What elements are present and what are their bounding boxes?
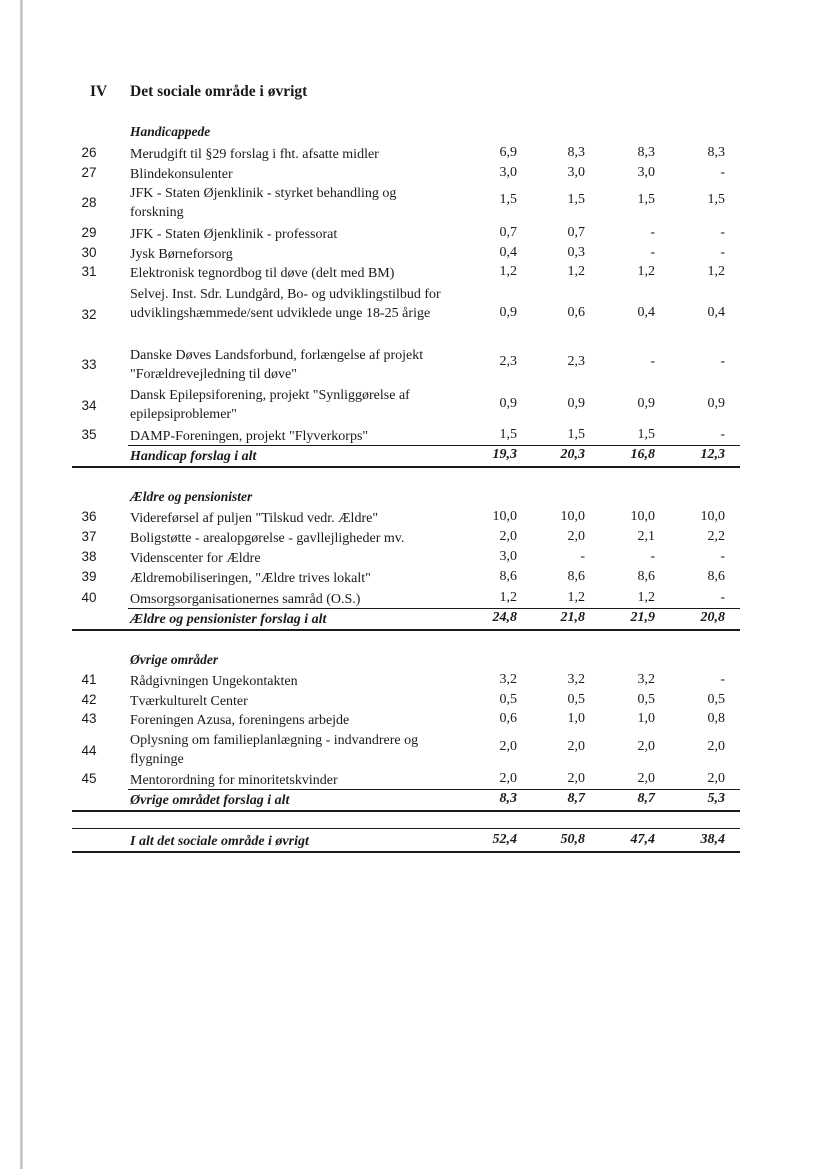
row-label: Boligstøtte - arealopgørelse - gavllejligheder mv. — [130, 531, 405, 546]
total-value-4: 5,3 — [707, 791, 725, 806]
row-value-4: 0,9 — [707, 396, 725, 411]
row-value-3: 1,5 — [637, 427, 655, 442]
row-value-2: 2,0 — [567, 739, 585, 754]
row-value-1: 3,0 — [499, 549, 517, 564]
row-value-2: 0,9 — [567, 396, 585, 411]
row-value-3: 3,2 — [637, 672, 655, 687]
row-value-2: - — [580, 549, 585, 564]
row-value-1: 10,0 — [492, 509, 517, 524]
row-number: 44 — [81, 743, 97, 758]
row-value-2: 1,0 — [567, 711, 585, 726]
total-value-1: 19,3 — [492, 447, 517, 462]
grand-total-top-rule — [72, 828, 740, 829]
row-value-4: - — [720, 354, 725, 369]
row-value-1: 0,6 — [499, 711, 517, 726]
row-number: 40 — [81, 590, 97, 605]
row-number: 33 — [81, 357, 97, 372]
row-value-2: 8,6 — [567, 569, 585, 584]
group-total-rule — [72, 629, 740, 631]
row-value-3: 0,9 — [637, 396, 655, 411]
row-value-4: - — [720, 225, 725, 240]
total-value-3: 8,7 — [637, 791, 655, 806]
row-label: Jysk Børneforsorg — [130, 247, 233, 262]
row-value-3: 1,2 — [637, 264, 655, 279]
row-label: Videreførsel af puljen "Tilskud vedr. Ældre" — [130, 511, 379, 526]
row-value-3: 0,4 — [637, 305, 655, 320]
total-label: Øvrige området forslag i alt — [130, 793, 290, 808]
row-number: 37 — [81, 529, 97, 544]
row-value-3: - — [650, 245, 655, 260]
row-value-2: 0,7 — [567, 225, 585, 240]
row-value-4: - — [720, 165, 725, 180]
section-number: IV — [90, 83, 108, 100]
row-value-4: 0,5 — [707, 692, 725, 707]
row-number: 39 — [81, 569, 97, 584]
total-label: Ældre og pensionister forslag i alt — [130, 612, 327, 627]
row-number: 35 — [81, 427, 97, 442]
row-value-2: 2,0 — [567, 771, 585, 786]
row-label: Selvej. Inst. Sdr. Lundgård, Bo- og udviklingstilbud for udviklingshæmmede/sent udviklede unge 18-25 årige — [130, 287, 441, 321]
row-label: Tværkulturelt Center — [130, 694, 248, 709]
row-value-4: 1,2 — [707, 264, 725, 279]
row-number: 31 — [81, 264, 97, 279]
row-value-1: 0,7 — [499, 225, 517, 240]
row-value-3: 8,6 — [637, 569, 655, 584]
row-value-4: - — [720, 590, 725, 605]
row-value-3: - — [650, 354, 655, 369]
row-value-4: 2,2 — [707, 529, 725, 544]
row-value-1: 6,9 — [499, 145, 517, 160]
row-label: DAMP-Foreningen, projekt "Flyverkorps" — [130, 429, 369, 444]
grand-total-value-2: 50,8 — [560, 832, 585, 847]
row-value-2: 10,0 — [560, 509, 585, 524]
row-value-2: 0,5 — [567, 692, 585, 707]
row-value-4: - — [720, 245, 725, 260]
total-value-3: 21,9 — [630, 610, 655, 625]
group-heading-handicappede: Handicappede — [130, 124, 211, 139]
row-value-2: 3,0 — [567, 165, 585, 180]
row-value-3: 1,0 — [637, 711, 655, 726]
row-value-2: 8,3 — [567, 145, 585, 160]
group-heading-ovrige: Øvrige områder — [130, 652, 219, 667]
row-value-3: 1,2 — [637, 590, 655, 605]
row-label: Blindekonsulenter — [130, 167, 233, 182]
row-value-4: 10,0 — [700, 509, 725, 524]
row-number: 34 — [81, 398, 97, 413]
row-value-4: 2,0 — [707, 739, 725, 754]
row-value-4: 8,6 — [707, 569, 725, 584]
total-value-2: 20,3 — [560, 447, 585, 462]
row-number: 41 — [81, 672, 97, 687]
row-value-4: 2,0 — [707, 771, 725, 786]
row-value-4: 0,4 — [707, 305, 725, 320]
row-value-2: 2,3 — [567, 354, 585, 369]
row-value-1: 2,0 — [499, 771, 517, 786]
row-label: Foreningen Azusa, foreningens arbejde — [130, 713, 350, 728]
row-label: Rådgivningen Ungekontakten — [130, 674, 298, 689]
row-value-2: 0,3 — [567, 245, 585, 260]
total-value-1: 24,8 — [492, 610, 517, 625]
row-value-1: 3,0 — [499, 165, 517, 180]
row-value-3: 8,3 — [637, 145, 655, 160]
row-value-1: 1,5 — [499, 192, 517, 207]
row-value-1: 0,5 — [499, 692, 517, 707]
row-value-4: 1,5 — [707, 192, 725, 207]
row-value-1: 1,2 — [499, 590, 517, 605]
row-value-3: - — [650, 549, 655, 564]
row-number: 43 — [81, 711, 97, 726]
row-value-3: 0,5 — [637, 692, 655, 707]
row-divider — [128, 608, 740, 609]
group-heading-aeldre: Ældre og pensionister — [130, 489, 253, 504]
row-label: Dansk Epilepsiforening, projekt "Synliggørelse af epilepsiproblemer" — [130, 388, 410, 422]
scan-edge — [20, 0, 23, 1169]
grand-total-value-3: 47,4 — [630, 832, 655, 847]
row-value-2: 1,2 — [567, 590, 585, 605]
row-value-4: - — [720, 549, 725, 564]
row-label: Mentorordning for minoritetskvinder — [130, 773, 338, 788]
row-value-2: 1,5 — [567, 427, 585, 442]
grand-total-value-4: 38,4 — [700, 832, 725, 847]
row-value-1: 1,2 — [499, 264, 517, 279]
row-number: 36 — [81, 509, 97, 524]
row-value-4: 8,3 — [707, 145, 725, 160]
row-value-1: 8,6 — [499, 569, 517, 584]
row-label: JFK - Staten Øjenklinik - professorat — [130, 227, 338, 242]
row-number: 29 — [81, 225, 97, 240]
row-value-3: 3,0 — [637, 165, 655, 180]
row-value-1: 2,3 — [499, 354, 517, 369]
row-label: Ældremobiliseringen, "Ældre trives lokalt" — [130, 571, 371, 586]
row-value-2: 1,2 — [567, 264, 585, 279]
row-divider — [128, 445, 740, 446]
row-number: 27 — [81, 165, 97, 180]
row-label: Omsorgsorganisationernes samråd (O.S.) — [130, 592, 361, 607]
grand-total-bottom-rule — [72, 851, 740, 853]
total-value-3: 16,8 — [630, 447, 655, 462]
total-label: Handicap forslag i alt — [130, 449, 257, 464]
row-value-1: 0,4 — [499, 245, 517, 260]
row-value-1: 0,9 — [499, 305, 517, 320]
row-value-2: 2,0 — [567, 529, 585, 544]
row-number: 30 — [81, 245, 97, 260]
row-value-4: 0,8 — [707, 711, 725, 726]
row-number: 26 — [81, 145, 97, 160]
row-value-2: 1,5 — [567, 192, 585, 207]
row-number: 28 — [81, 195, 97, 210]
row-label: Merudgift til §29 forslag i fht. afsatte midler — [130, 147, 379, 162]
row-number: 32 — [81, 307, 97, 322]
grand-total-value-1: 52,4 — [492, 832, 517, 847]
row-divider — [128, 789, 740, 790]
group-total-rule — [72, 810, 740, 812]
row-number: 45 — [81, 771, 97, 786]
row-value-3: - — [650, 225, 655, 240]
group-total-rule — [72, 466, 740, 468]
row-value-3: 10,0 — [630, 509, 655, 524]
grand-total-label: I alt det sociale område i øvrigt — [130, 834, 309, 849]
row-value-3: 2,1 — [637, 529, 655, 544]
row-value-1: 0,9 — [499, 396, 517, 411]
section-title: Det sociale område i øvrigt — [130, 83, 308, 100]
row-label: JFK - Staten Øjenklinik - styrket behandling og forskning — [130, 186, 397, 220]
row-number: 38 — [81, 549, 97, 564]
row-value-1: 2,0 — [499, 739, 517, 754]
total-value-4: 12,3 — [700, 447, 725, 462]
total-value-4: 20,8 — [700, 610, 725, 625]
total-value-2: 8,7 — [567, 791, 585, 806]
row-value-4: - — [720, 427, 725, 442]
total-value-1: 8,3 — [499, 791, 517, 806]
row-value-4: - — [720, 672, 725, 687]
row-label: Oplysning om familieplanlægning - indvandrere og flygninge — [130, 733, 419, 767]
row-label: Elektronisk tegnordbog til døve (delt med BM) — [130, 266, 395, 281]
row-value-1: 3,2 — [499, 672, 517, 687]
row-value-3: 2,0 — [637, 739, 655, 754]
row-value-1: 2,0 — [499, 529, 517, 544]
total-value-2: 21,8 — [560, 610, 585, 625]
row-value-1: 1,5 — [499, 427, 517, 442]
row-label: Danske Døves Landsforbund, forlængelse af projekt "Forældrevejledning til døve" — [130, 348, 424, 382]
row-value-2: 3,2 — [567, 672, 585, 687]
row-value-3: 2,0 — [637, 771, 655, 786]
row-number: 42 — [81, 692, 97, 707]
row-label: Videnscenter for Ældre — [130, 551, 261, 566]
row-value-3: 1,5 — [637, 192, 655, 207]
row-value-2: 0,6 — [567, 305, 585, 320]
